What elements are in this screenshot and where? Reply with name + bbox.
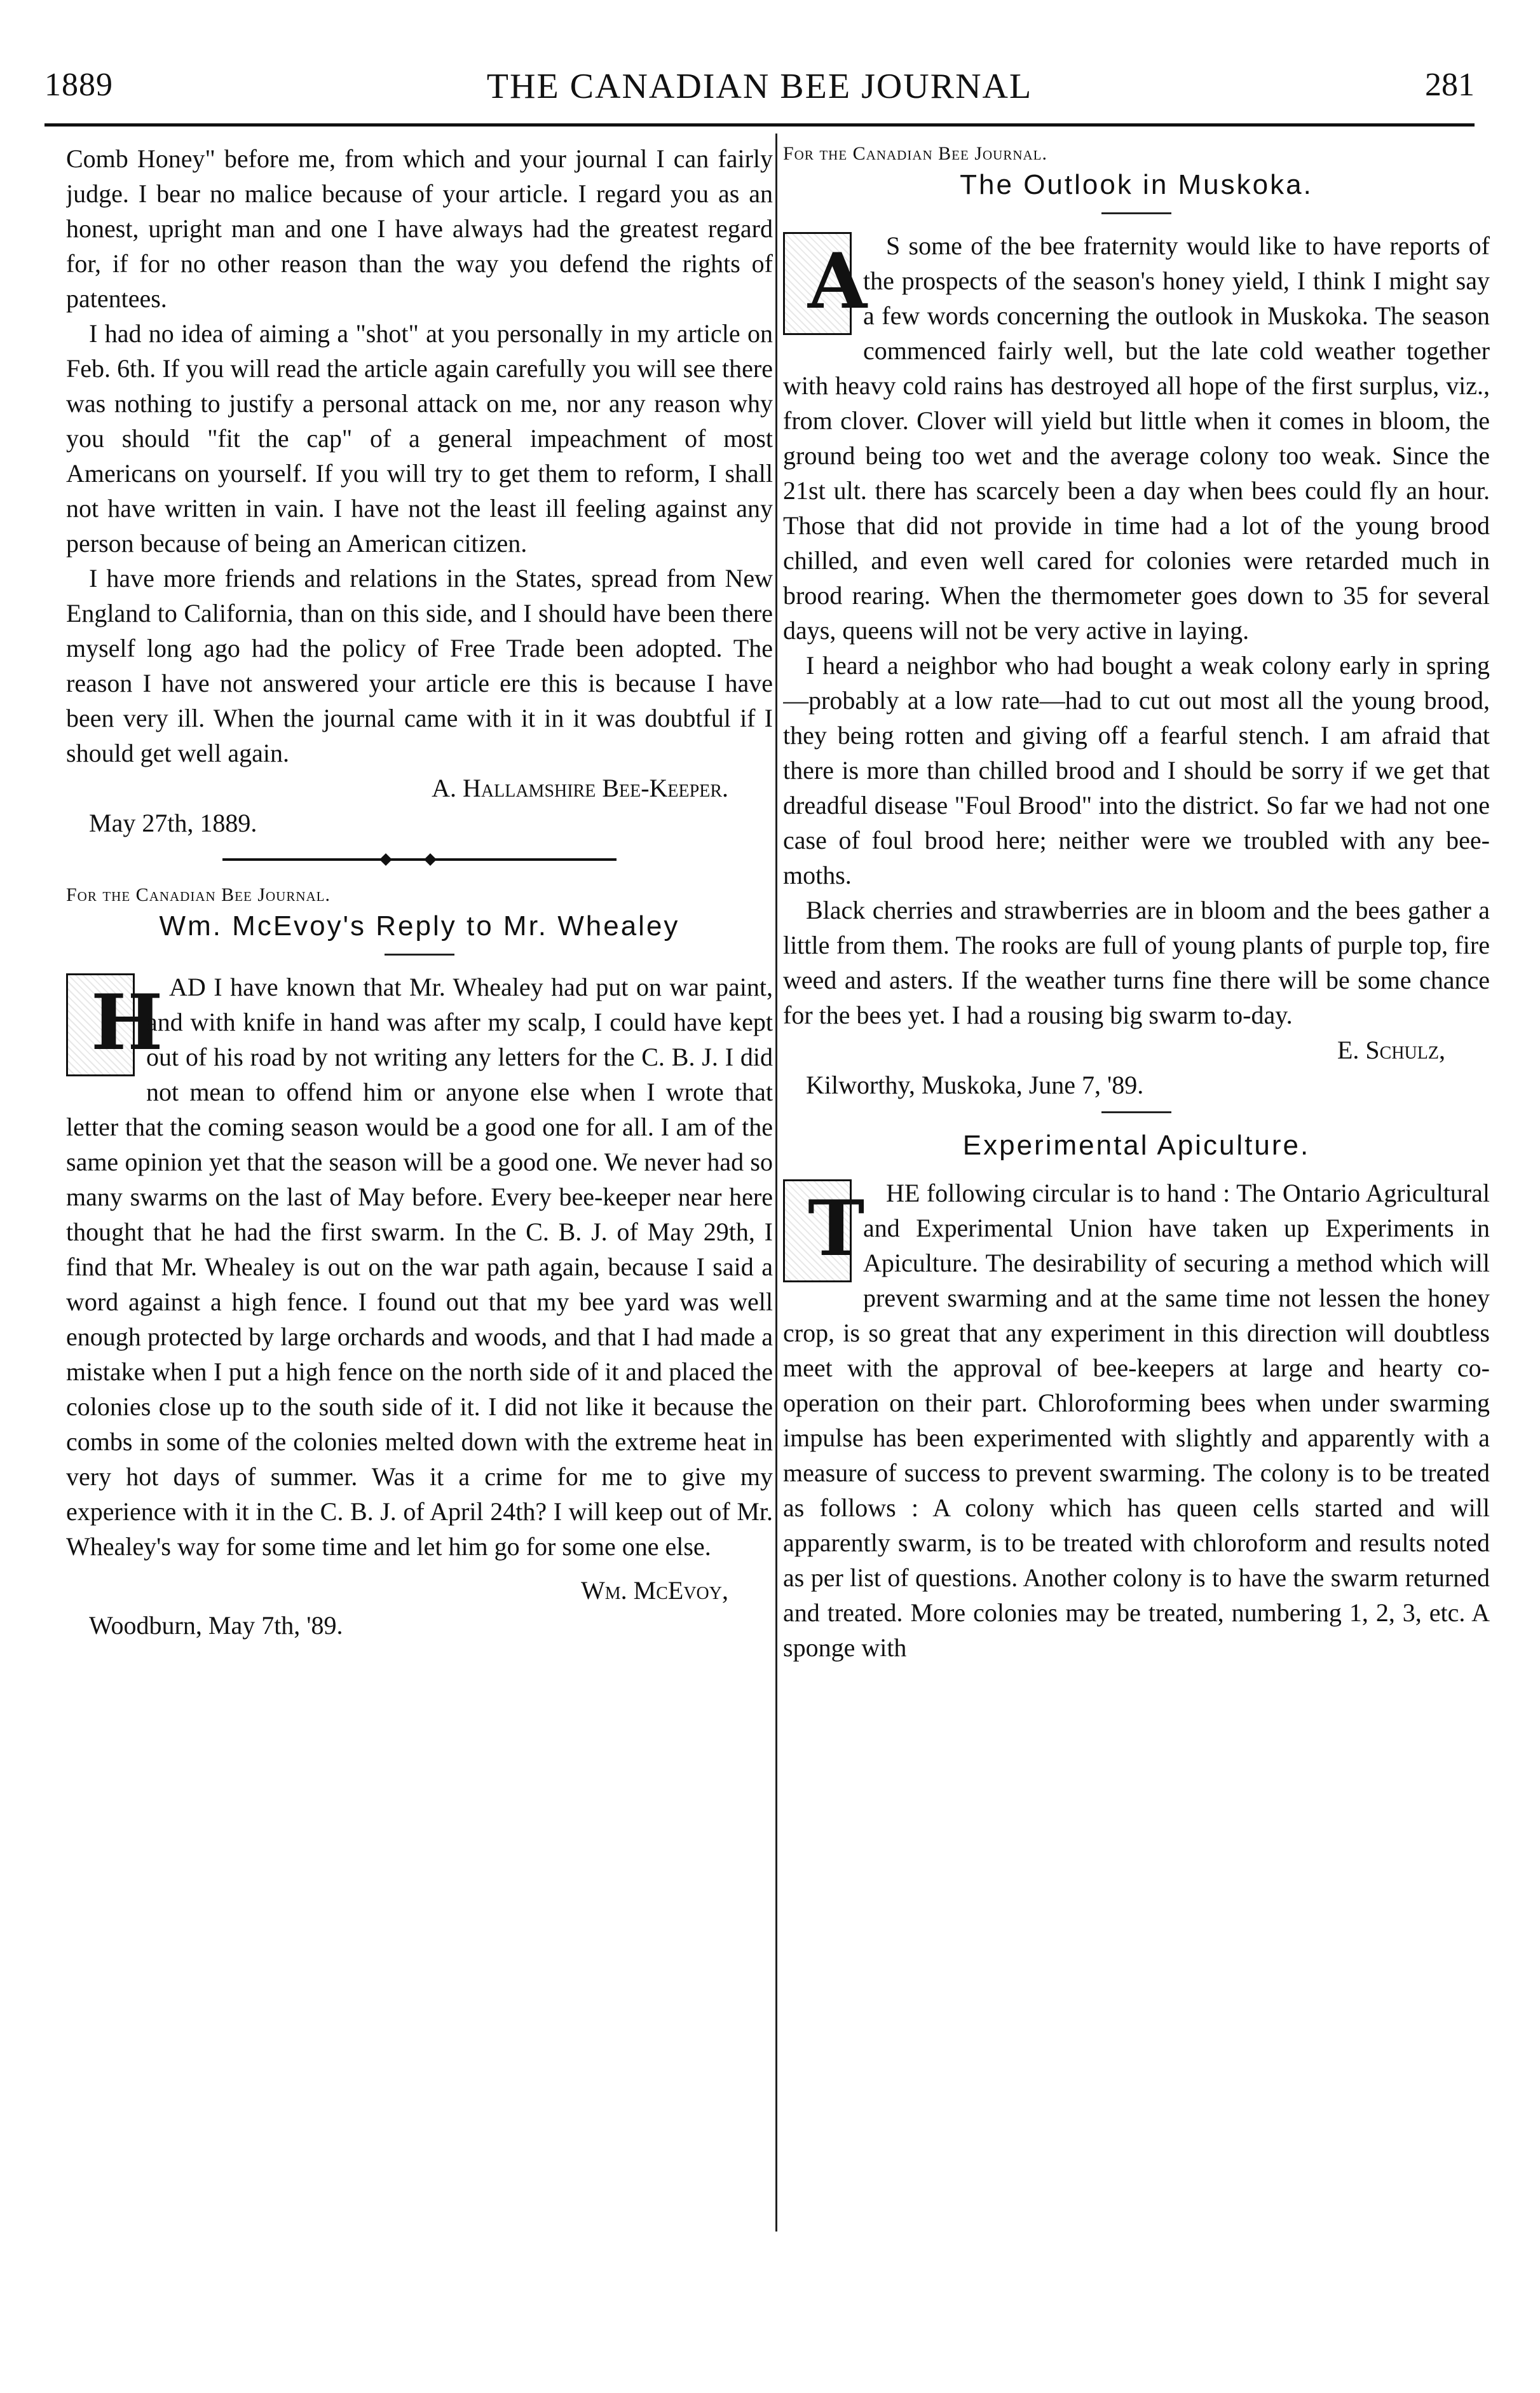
journal-title: THE CANADIAN BEE JOURNAL	[486, 67, 1033, 106]
page-header	[44, 66, 1475, 118]
title-rule	[385, 954, 454, 956]
letter1-date: May 27th, 1889.	[89, 809, 257, 837]
article1-title: The Outlook in Muskoka.	[960, 169, 1313, 200]
article1-signature: E. Schulz,	[1337, 1036, 1445, 1064]
letter1-signature: A. Hallamshire Bee-Keeper.	[432, 774, 728, 802]
page-number: 281	[1425, 67, 1475, 103]
article1-kicker: For the Canadian Bee Journal.	[783, 143, 1048, 164]
article1-paragraph-3: Black cherries and strawberries are in bloom and the bees gather a little from them. The rooks are full of young plants of purple top, fire weed and asters. If the weather turns fine there will be some chance for the bees yet. I had a rousing big swarm to-day.	[783, 896, 1490, 1029]
article2-body-text: HE following circular is to hand : The Ontario Agricultural and Experimental Union have taken up Experiments in Apiculture. The desirability of securing a method which will prevent swarming and at the same time not lessen the honey crop, is so great that any experiment in this direction will doubtless meet with the approval of bee-keepers at large and hearty co-operation on their part. Chloroforming bees when under swarming impulse has been experimented with slightly and apparently with a measure of success to prevent swarming. The colony is to be treated as follows : A colony which has queen cells started and will apparently swarm, is to be treated with chloroform and results noted as per list of questions. Another colony is to have the swarm returned and treated. More colonies may be treated, numbering 1, 2, 3, etc. A sponge with	[783, 1179, 1490, 1662]
letter2-body	[66, 970, 773, 1564]
right-column	[783, 141, 1490, 2252]
letter1-paragraph-3: I have more friends and relations in the States, spread from New England to California, than on this side, and I should have been there myself long ago had the policy of Free Trade been adopted. The reason I have not answered your article ere this is because I have been very ill. When the journal came with it in it was doubtful if I should get well again.	[66, 564, 773, 767]
dropcap-h: H	[66, 973, 135, 1076]
title-rule	[1101, 212, 1171, 214]
article-separator	[222, 858, 617, 861]
letter1-paragraph-2: I had no idea of aiming a "shot" at you personally in my article on Feb. 6th. If you will read the article again carefully you will see there was nothing to justify a personal attack on me, nor any reason why you should "fit the cap" of a general impeachment of most Americans on yourself. If you will try to get them to reform, I shall not have written in vain. I have not the least ill feeling against any person because of being an American citizen.	[66, 319, 773, 558]
article1-body-1-text: S some of the bee fraternity would like to have reports of the prospects of the season's honey yield, I think I might say a few words concerning the outlook in Muskoka. The season commenced fairly well, but the late cold weather together with heavy cold rains has destroyed all hope of the first surplus, viz., from clover. Clover will yield but little when it comes in bloom, the ground being too wet and the average colony too weak. Since the 21st ult. there has scarcely been a day when bees could fly an hour. Those that did not provide in time had a lot of the young brood chilled, and even well cared for colonies were retarded much in brood rearing. When the thermometer goes down to 35 for several days, queens will not be very active in laying.	[783, 231, 1490, 645]
article1-dateline: Kilworthy, Muskoka, June 7, '89.	[806, 1071, 1144, 1099]
article1-body-1	[783, 228, 1490, 648]
dropcap-a: A	[783, 232, 852, 335]
letter2-title: Wm. McEvoy's Reply to Mr. Whealey	[159, 910, 680, 942]
letter1-paragraph-1: Comb Honey" before me, from which and your journal I can fairly judge. I bear no malice because of your article. I regard you as an honest, upright man and one I have always had the greatest regard for, if for no other reason than the way you defend the rights of patentees.	[66, 144, 773, 313]
column-divider	[775, 134, 777, 2232]
article2-body	[783, 1176, 1490, 1665]
letter2-dateline: Woodburn, May 7th, '89.	[89, 1611, 343, 1640]
letter2-body-text: AD I have known that Mr. Whealey had put on war paint, and with knife in hand was after my scalp, I could have kept out of his road by not writing any letters for the C. B. J. I did not mean to offend him or anyone else when I wrote that letter that the coming season would be a good one for all. I am of the same opinion yet that the season will be a good one. We never had so many swarms on the last of May before. Every bee-keeper near here thought that he had the first swarm. In the C. B. J. of May 29th, I find that Mr. Whealey is out on the war path again, because I said a word against a high fence. I found out that my bee yard was well enough protected by large orchards and woods, and that I had made a mistake when I put a high fence on the north side of it and placed the colonies close up to the south side of it. I did not like it because the combs in some of the colonies melted down with the extreme heat in very hot days of summer. Was it a crime for me to give my experience with it in the C. B. J. of April 24th? I will keep out of Mr. Whealey's way for some time and let him go for some one else.	[66, 973, 773, 1561]
left-column	[66, 141, 773, 2195]
section-rule	[1101, 1111, 1171, 1113]
header-year: 1889	[44, 67, 113, 103]
article1-paragraph-2: I heard a neighbor who had bought a weak colony early in spring—probably at a low rate—had to cut out most all the young brood, they being rotten and giving off a fearful stench. I am afraid that there is more than chilled brood and I should be sorry if we get that dreadful disease "Foul Brood" into the district. So far we had not one case of foul brood here; neither were we troubled with any bee-moths.	[783, 651, 1490, 889]
letter2-signature: Wm. McEvoy,	[581, 1576, 728, 1605]
dropcap-t: T	[783, 1179, 852, 1282]
letter2-kicker: For the Canadian Bee Journal.	[66, 884, 331, 905]
header-rule	[44, 123, 1475, 127]
article2-title: Experimental Apiculture.	[962, 1130, 1311, 1161]
